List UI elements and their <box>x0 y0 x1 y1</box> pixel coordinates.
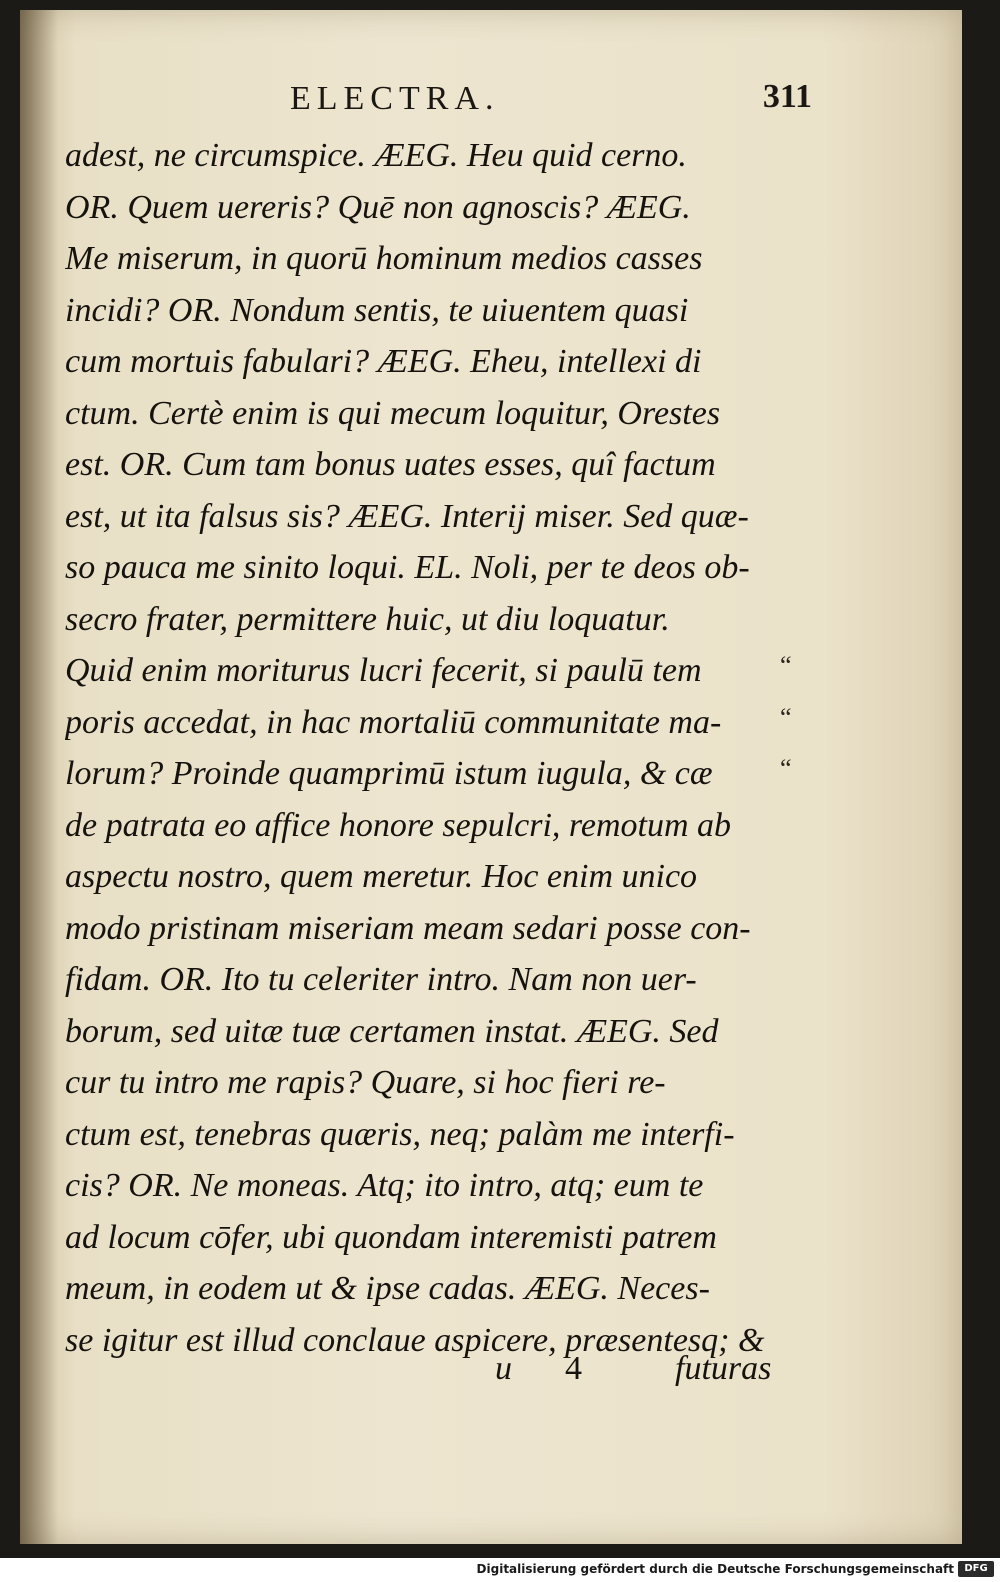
text-line: secro frater, permittere huic, ut diu loquatur. <box>65 600 670 638</box>
signature-number: 4 <box>565 1350 582 1387</box>
marginal-mark: “ <box>780 754 792 783</box>
text-line: meum, in eodem ut & ipse cadas. ÆEG. Neces- <box>65 1270 710 1307</box>
text-line: Me miserum, in quorū hominum medios casses <box>65 240 703 277</box>
page-number: 311 <box>762 78 812 115</box>
text-line: ctum est, tenebras quæris, neq; palàm me interfi- <box>65 1115 735 1153</box>
text-line: cis? OR. Ne moneas. Atq; ito intro, atq; eum te <box>65 1167 704 1204</box>
text-line: OR. Quem uereris? Quē non agnoscis? ÆEG. <box>65 188 691 226</box>
page-gutter-shadow <box>20 10 58 1544</box>
body-text <box>65 130 805 1366</box>
text-line: ad locum cōfer, ubi quondam interemisti patrem <box>65 1218 717 1256</box>
running-title: ELECTRA. <box>290 80 500 117</box>
text-line: incidi? OR. Nondum sentis, te uiuentem quasi <box>65 291 689 329</box>
text-line: cur tu intro me rapis? Quare, si hoc fieri re- <box>65 1064 666 1101</box>
page-footer <box>65 1350 805 1400</box>
funding-notice: Digitalisierung gefördert durch die Deutsche Forschungsgemeinschaft <box>476 1562 954 1576</box>
text-line: borum, sed uitæ tuæ certamen instat. ÆEG. Sed <box>65 1012 719 1050</box>
text-line: fidam. OR. Ito tu celeriter intro. Nam non uer- <box>65 961 697 998</box>
text-line: aspectu nostro, quem meretur. Hoc enim unico <box>65 858 698 895</box>
running-head <box>270 80 812 124</box>
text-line: adest, ne circumspice. ÆEG. Heu quid cerno. <box>65 137 687 174</box>
funding-bar <box>0 1558 1000 1582</box>
text-line: lorum? Proinde quamprimū istum iugula, & cæ <box>65 755 713 792</box>
text-line: Quid enim moriturus lucri fecerit, si paulū tem <box>65 652 702 689</box>
text-line: poris accedat, in hac mortaliū communitate ma- <box>65 703 722 741</box>
catchword: futuras <box>675 1350 772 1387</box>
text-line: se igitur est illud conclaue aspicere, præsentesq; & <box>65 1321 765 1359</box>
marginal-mark: “ <box>780 651 792 680</box>
text-line: est, ut ita falsus sis? ÆEG. Interij miser. Sed quæ- <box>65 497 749 535</box>
text-line: so pauca me sinito loqui. EL. Noli, per te deos ob- <box>65 549 750 586</box>
text-line: est. OR. Cum tam bonus uates esses, quî factum <box>65 446 716 483</box>
dfg-logo: DFG <box>958 1561 994 1577</box>
marginal-mark: “ <box>780 702 792 732</box>
signature-mark: u <box>495 1350 512 1387</box>
book-page <box>20 10 962 1544</box>
text-line: ctum. Certè enim is qui mecum loquitur, Orestes <box>65 394 721 432</box>
text-line: modo pristinam miseriam meam sedari posse con- <box>65 909 751 947</box>
text-line: cum mortuis fabulari? ÆEG. Eheu, intellexi di <box>65 343 702 380</box>
text-line: de patrata eo affice honore sepulcri, remotum ab <box>65 806 732 844</box>
marginal-quotation-marks <box>780 640 820 795</box>
